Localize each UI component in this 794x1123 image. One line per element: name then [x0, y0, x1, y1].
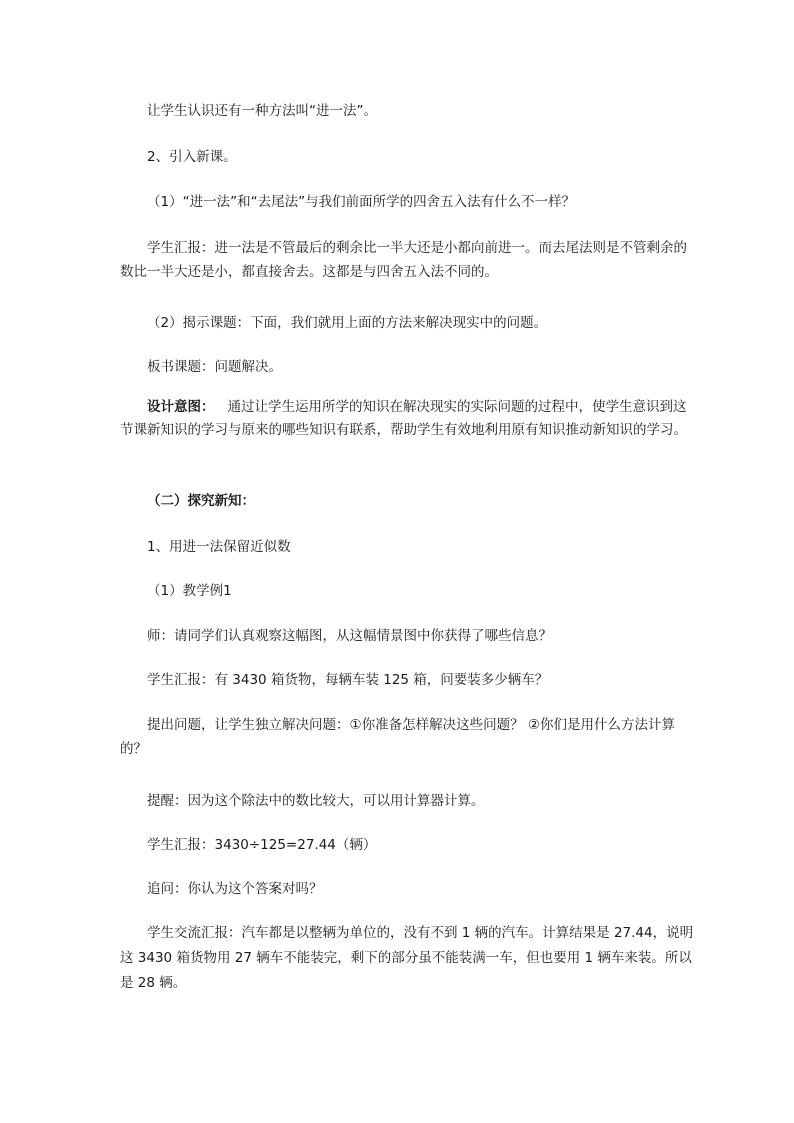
- design-intent-text: 通过让学生运用所学的知识在解决现实的实际问题的过程中，使学生意识到这节课新知识的学习与原来的哪些知识有联系，帮助学生有效地利用原有知识推动新知识的学习。: [120, 399, 687, 438]
- paragraph-calculation: 学生汇报：3430÷125=27.44（辆）: [147, 837, 377, 853]
- paragraph-design-intent: [120, 396, 692, 442]
- paragraph-student-report-1: 学生汇报：进一法是不管最后的剩余比一半大还是小都向前进一。而去尾法则是不管剩余的数比一半大还是小，都直接舍去。这都是与四舍五入法不同的。: [120, 240, 687, 280]
- paragraph-follow-up-question: 追问：你认为这个答案对吗？: [147, 881, 323, 897]
- paragraph-new-lesson-heading: 2、引入新课。: [147, 149, 237, 165]
- paragraph-teacher-prompt: 师：请同学们认真观察这幅图，从这幅情景图中你获得了哪些信息？: [147, 628, 552, 644]
- paragraph-ceiling-method: 1、用进一法保留近似数: [147, 539, 291, 555]
- paragraph-reveal-topic: （2）揭示课题：下面，我们就用上面的方法来解决现实中的问题。: [147, 315, 548, 331]
- paragraph-exchange-report: 学生交流汇报：汽车都是以整辆为单位的，没有不到 1 辆的汽车。计算结果是 27.44，说明这 3430 箱货物用 27 辆车不能装完，剩下的部分虽不能装满一车，但也要用 1 辆车来装。所以是 28 辆。: [120, 925, 694, 991]
- paragraph-method-intro: 让学生认识还有一种方法叫“进一法”。: [147, 103, 377, 119]
- paragraph-board-topic: 板书课题：问题解决。: [147, 359, 282, 375]
- section-heading-explore: （二）探究新知：: [147, 493, 255, 509]
- paragraph-reminder: 提醒：因为这个除法中的数比较大，可以用计算器计算。: [147, 793, 485, 809]
- paragraph-comparison-question: （1）“进一法”和“去尾法”与我们前面所学的四舍五入法有什么不一样？: [147, 194, 576, 210]
- paragraph-example-1: （1）教学例1: [147, 583, 232, 599]
- paragraph-student-report-2: 学生汇报：有 3430 箱货物，每辆车装 125 箱，问要装多少辆车？: [147, 672, 549, 688]
- paragraph-pose-question: 提出问题，让学生独立解决问题：①你准备怎样解决这些问题？ ②你们是用什么方法计算的？: [120, 717, 675, 757]
- design-intent-label: 设计意图：: [147, 399, 215, 415]
